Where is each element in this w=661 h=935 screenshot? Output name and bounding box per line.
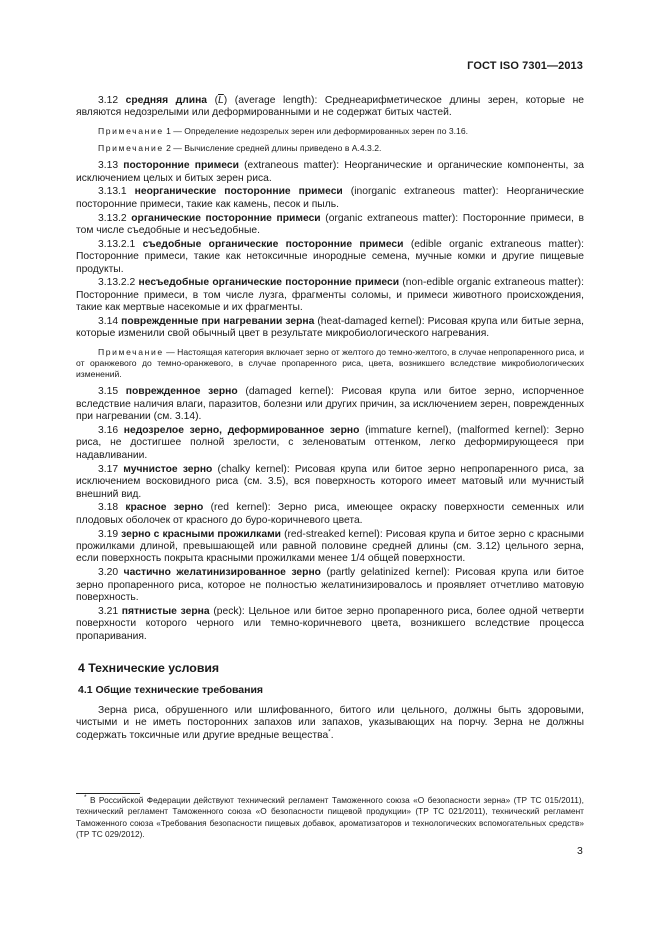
term-definition: (organic extraneous matter): Посторонние примеси, в том числе съедобные и несъедобные. [76, 212, 584, 237]
term-definition: (red-streaked kernel): Рисовая крупа и битое зерно с красными прожилками длиной, превышающей или равной половине средней длины (см. 3.12) цельного зерна, если поверхность покрыта красными прожилками менее 1/4 общей поверхности. [76, 528, 584, 565]
term-name: съедобные органические посторонние примеси [142, 238, 404, 250]
footnote-reference: * [328, 728, 331, 736]
term-name: недозрелое зерно, деформированное зерно [123, 425, 360, 437]
average-length-symbol: $\overline{L}$ [218, 95, 224, 106]
note-label: Примечание [98, 143, 164, 154]
term-definition: (chalky kernel): Рисовая крупа или битое зерно непропаренного риса, за исключением восковидного риса (см. 3.5), вся поверхность которого имеет матовый или мучнистый внешний вид. [76, 463, 584, 500]
term-name: мучнистое зерно [123, 463, 213, 475]
term-definition: (inorganic extraneous matter): Неорганические посторонние примеси, такие как камень, песок и пыль. [76, 186, 584, 210]
term-number: 3.14 [98, 316, 119, 328]
footnote [76, 795, 584, 840]
note-label: Примечание [98, 125, 164, 136]
term-definition: (partly gelatinized kernel): Рисовая крупа или битое зерно пропаренного риса, которое не полностью желатинизировалось и проявляет отчетливо матовую поверхность. [76, 567, 584, 603]
term-definition: (extraneous matter): Неорганические и органические компоненты, за исключением целых и битых зерен риса. [76, 160, 584, 184]
term-name: органические посторонние примеси [131, 212, 321, 224]
term-3-21 [76, 606, 584, 643]
term-3-20 [76, 567, 584, 604]
term-number: 3.12 [98, 95, 119, 106]
term-number: 3.21 [98, 605, 119, 617]
page-number: 3 [577, 845, 583, 857]
term-number: 3.16 [98, 425, 119, 437]
term-3-14 [76, 316, 584, 341]
term-3-16 [76, 425, 584, 462]
note-2 [76, 143, 584, 154]
term-number: 3.13.2.2 [98, 277, 136, 289]
term-3-15 [76, 386, 584, 423]
term-number: 3.13.2 [98, 212, 127, 224]
term-number: 3.13.2.1 [98, 238, 136, 250]
term-3-17 [76, 464, 584, 501]
term-number: 3.19 [98, 528, 119, 540]
term-number: 3.15 [98, 386, 119, 398]
term-name: несъедобные органические посторонние примеси [138, 277, 400, 289]
term-3-18 [76, 502, 584, 527]
section-4-title: 4 Технические условия [78, 660, 220, 675]
term-definition: (red kernel): Зерно риса, имеющее окраску поверхности семенных или плодовых оболочек от красного до буро-коричневого цвета. [76, 502, 584, 526]
note-label: Примечание [98, 346, 164, 357]
term-definition: (peck): Цельное или битое зерно пропаренного риса, более одной четверти поверхности которого черного или темно-коричневого цвета, возникшего вследствие процесса пропаривания. [76, 605, 584, 642]
term-name: средняя длина [125, 95, 208, 106]
term-definition: (damaged kernel): Рисовая крупа или битое зерно, испорченное вследствие наличия влаги, паразитов, болезни или других причин, за исключением зерен, поврежденных при нагревании (см. 3.14). [76, 386, 584, 423]
term-number: 3.20 [98, 567, 119, 579]
section-4-1-body [76, 705, 584, 742]
term-name: красное зерно [125, 502, 204, 514]
note-text: 2 — Вычисление средней длины приведено в А.4.3.2. [166, 143, 382, 154]
document-code-header: ГОСТ ISO 7301—2013 [467, 60, 583, 72]
body-end: . [330, 729, 334, 741]
term-definition: (edible organic extraneous matter): Посторонние примеси, такие как нетоксичные инородные семена, мучные комки и другие пищевые продукты. [76, 238, 584, 275]
term-definition: (non-edible organic extraneous matter): Посторонние примеси, в том числе лузга, фрагменты соломы, и примеси животного происхождения, такие как мертвые насекомые и их фрагменты. [76, 277, 584, 314]
term-3-13 [76, 160, 584, 185]
term-3-13-2-1 [76, 239, 584, 276]
term-name: посторонние примеси [123, 160, 239, 172]
body-text: Зерна риса, обрушенного или шлифованного, битого или цельного, должны быть здоровыми, чистыми и не иметь посторонних запахов или запахов, указывающих на порчу. Зерна не должны содержать токсичные или другие вредные вещества [76, 704, 584, 741]
note-1 [76, 126, 584, 137]
main-content [76, 95, 584, 742]
term-definition: (immature kernel), (malformed kernel): Зерно риса, не достигшее полной зрелости, с зеленоватым оттенком, легко деформирующееся при надавливании. [76, 425, 584, 461]
term-3-13-1 [76, 186, 584, 211]
footnote-text: В Российской Федерации действуют технический регламент Таможенного союза «О безопасности зерна» (ТР ТС 015/2011), технический регламент Таможенного союза «О безопасности пищевой продукции» (ТР ТС 021/2011), технический регламент Таможенного союза «Требования безопасности пищевых добавок, ароматизаторов и технологических вспомогательных средств» (ТР ТС 029/2012). [76, 795, 584, 839]
term-number: 3.18 [98, 502, 119, 514]
term-number: 3.13.1 [98, 186, 127, 198]
term-number: 3.17 [98, 463, 119, 475]
footnote-mark: * [84, 794, 87, 802]
term-name: частично желатинизированное зерно [123, 567, 321, 579]
note-text: 1 — Определение недозрелых зерен или деформированных зерен по 3.16. [166, 125, 468, 136]
term-name: поврежденные при нагревании зерна [121, 316, 315, 328]
term-name: зерно с красными прожилками [121, 528, 282, 540]
term-name: поврежденное зерно [125, 386, 238, 398]
term-name: пятнистые зерна [121, 605, 210, 617]
term-3-13-2-2 [76, 277, 584, 314]
subsection-4-1-title: 4.1 Общие технические требования [78, 683, 264, 696]
term-3-19 [76, 529, 584, 566]
term-definition: (average length): Среднеарифметическое длины зерен, которые не являются недозрелыми или деформированными и не содержат битых частей. [76, 95, 585, 119]
term-definition: (heat-damaged kernel): Рисовая крупа или битые зерна, которые изменили свой обычный цвет в результате микробиологического нагревания. [76, 316, 584, 340]
term-3-13-2 [76, 213, 584, 238]
note-3-14 [76, 347, 584, 381]
note-text: — Настоящая категория включает зерно от желтого до темно-желтого, в случае непропаренного риса, и от оранжевого до темно-оранжевого, в случае пропаренного риса, цвета, возникшего вследствие микробиологических изменений. [76, 346, 585, 380]
term-3-12: 3.12 средняя длина $(\overline{L})$ (average length): Среднеарифметическое длины зерен, которые не являются недозрелыми или деформированными и не содержат битых частей. [76, 95, 585, 119]
term-name: неорганические посторонние примеси [134, 186, 343, 198]
term-number: 3.13 [98, 160, 119, 172]
